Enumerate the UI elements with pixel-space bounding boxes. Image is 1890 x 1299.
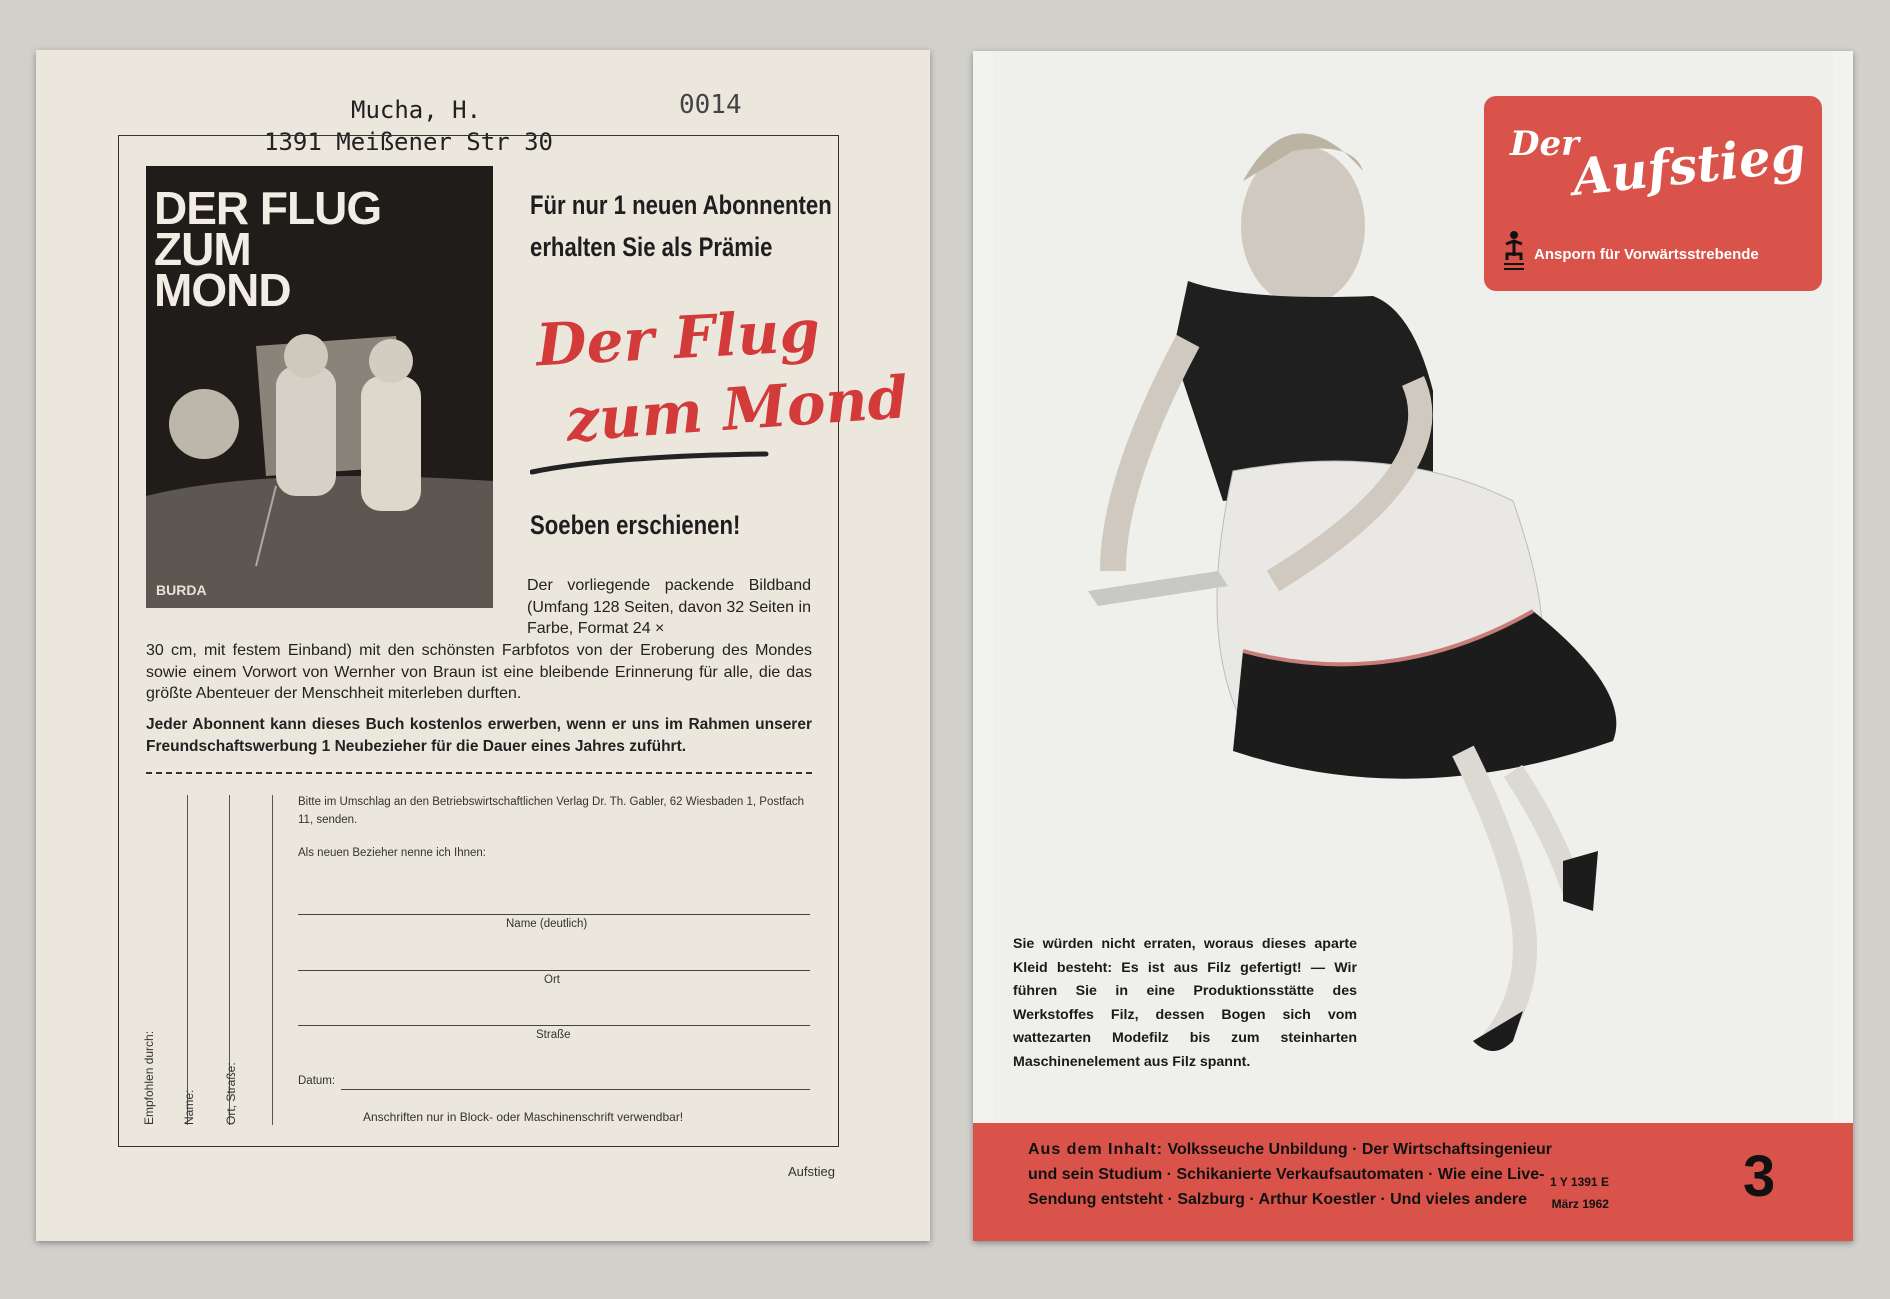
city-field-line[interactable] (298, 970, 810, 971)
book-cover-image (146, 166, 493, 608)
form-divider-3 (272, 795, 273, 1125)
front-cover-page (973, 51, 1853, 1241)
cover-caption: Sie würden nicht erraten, woraus dieses aparte Kleid besteht: Es ist aus Filz gefertigt! — Wir führen Sie in eine Produktionsstätte des Werkstoffes Filz, dessen Bogen sich vom wattezarten Modefilz bis zum steinharten Maschinenelement aus Filz spannt. (1013, 936, 1357, 1070)
stamp-number: 0014 (679, 90, 742, 120)
masthead-title: Aufstieg (1569, 123, 1809, 208)
issue-info (1550, 1171, 1609, 1215)
footer-label: Aufstieg (788, 1164, 835, 1179)
brush-underline (530, 448, 770, 478)
form-note: Anschriften nur in Block- oder Maschinenschrift verwendbar! (363, 1110, 684, 1124)
city-field-label: Ort (544, 974, 560, 986)
typed-address: 1391 Meißener Str 30 (264, 128, 553, 156)
premium-line-1: Für nur 1 neuen Abonnenten (530, 190, 832, 220)
premium-line-2: erhalten Sie als Prämie (530, 232, 773, 262)
back-cover-page (36, 50, 930, 1241)
new-subscriber-label: Als neuen Bezieher nenne ich Ihnen: (298, 847, 486, 859)
date-field-line[interactable] (341, 1089, 810, 1090)
street-field-label: Straße (536, 1029, 571, 1041)
recommender-city-street-label: Ort, Straße: (224, 1062, 238, 1125)
contents-list: Volksseuche Unbildung · Der Wirtschaftsingenieur und sein Studium · Schikanierte Verkaufsautomaten · Wie eine Live-Sendung entsteht · Salzburg · Arthur Koestler · Und vieles andere (1028, 1141, 1552, 1208)
contents-text (1028, 1137, 1578, 1212)
offer-text: Jeder Abonnent kann dieses Buch kostenlos erwerben, wenn er uns im Rahmen unserer Freundschaftswerbung 1 Neubezieher für die Dauer eines Jahres zuführt. (146, 716, 812, 755)
issue-number: 3 (1743, 1144, 1776, 1209)
contents-band (973, 1123, 1853, 1241)
recommended-by-label: Empfohlen durch: (142, 1030, 156, 1125)
date-field-label: Datum: (298, 1075, 336, 1087)
description-text: 30 cm, mit festem Einband) mit den schönsten Farbfotos von der Eroberung des Mondes sowie einem Vorwort von Wernher von Braun ist eine bleibende Erinnerung für alle, die das größte Abenteuer der Menschheit miterleben durften. (146, 642, 812, 702)
recommender-name-label: Name: (182, 1089, 196, 1125)
typed-name: Mucha, H. (351, 96, 482, 124)
description-column: Der vorliegende packende Bildband (Umfang 128 Seiten, davon 32 Seiten in Farbe, Format 24 × (527, 577, 811, 637)
street-field-line[interactable] (298, 1025, 810, 1026)
issue-date: März 1962 (1551, 1197, 1609, 1211)
form-instruction: Bitte im Umschlag an den Betriebswirtschaftlichen Verlag Dr. Th. Gabler, 62 Wiesbaden 1, Postfach 11, senden. (298, 796, 805, 826)
book-cover-title: DER FLUG ZUM MOND (154, 182, 382, 316)
climber-icon (1502, 230, 1526, 272)
name-field-label: Name (deutlich) (506, 918, 588, 930)
name-field-line[interactable] (298, 914, 810, 915)
just-out-heading: Soeben erschienen! (530, 510, 741, 540)
contents-label: Aus dem Inhalt: (1028, 1141, 1164, 1158)
form-divider-1 (187, 795, 188, 1125)
script-title-line-2: zum Mond (564, 363, 911, 455)
masthead-der: Der (1510, 124, 1580, 164)
masthead-logo (1484, 96, 1822, 291)
publisher-logo: BURDA (156, 582, 207, 598)
cut-line (146, 772, 812, 774)
script-title-line-1: Der Flug (534, 296, 822, 380)
issue-code: 1 Y 1391 E (1550, 1175, 1609, 1189)
masthead-tagline: Ansporn für Vorwärtsstrebende (1534, 246, 1759, 263)
